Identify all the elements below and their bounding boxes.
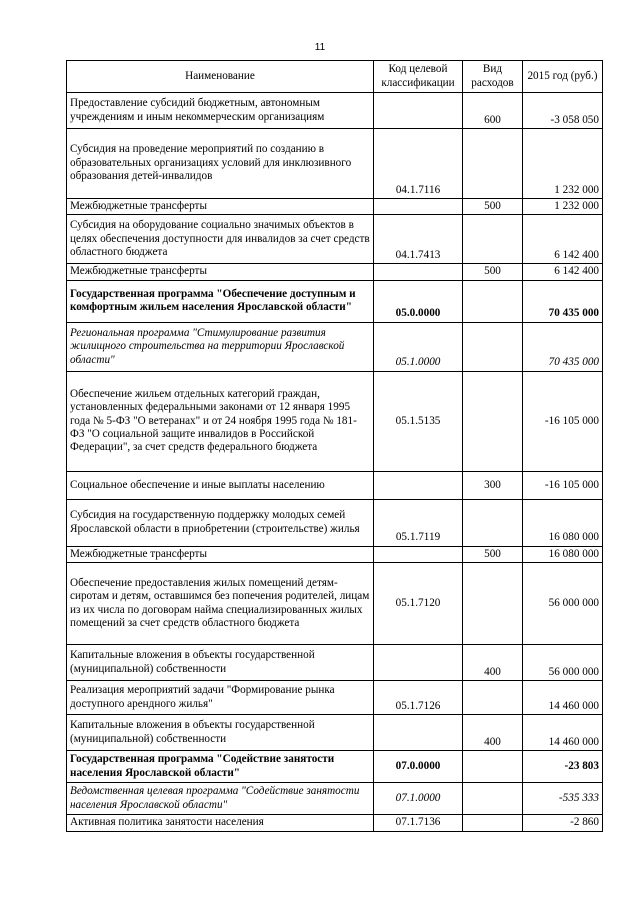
row-type: 500 bbox=[463, 546, 523, 562]
row-type: 400 bbox=[463, 645, 523, 681]
header-amount: 2015 год (руб.) bbox=[523, 61, 603, 93]
table-row bbox=[67, 563, 603, 645]
row-type bbox=[463, 371, 523, 471]
row-code: 07.1.0000 bbox=[374, 783, 463, 815]
row-code: 04.1.7116 bbox=[374, 129, 463, 199]
row-amount: 56 000 000 bbox=[523, 645, 603, 681]
row-name: Субсидия на проведение мероприятий по созданию в образовательных организациях условий для инклюзивного образования детей-инвалидов bbox=[67, 129, 374, 199]
row-code bbox=[374, 645, 463, 681]
row-amount: 16 080 000 bbox=[523, 546, 603, 562]
table-row bbox=[67, 129, 603, 199]
row-code bbox=[374, 199, 463, 215]
page-number: 11 bbox=[314, 42, 326, 53]
row-code: 07.0.0000 bbox=[374, 751, 463, 783]
row-amount: 14 460 000 bbox=[523, 681, 603, 715]
table-row bbox=[67, 371, 603, 471]
row-code bbox=[374, 264, 463, 280]
table-row bbox=[67, 499, 603, 546]
table-row bbox=[67, 645, 603, 681]
table-body bbox=[67, 93, 603, 832]
row-code bbox=[374, 546, 463, 562]
row-name: Субсидия на оборудование социально значимых объектов в целях обеспечения доступности для инвалидов за счет средств областного бюджета bbox=[67, 215, 374, 264]
row-type: 600 bbox=[463, 93, 523, 129]
row-amount: -16 105 000 bbox=[523, 471, 603, 499]
row-code: 05.1.0000 bbox=[374, 322, 463, 371]
row-name: Капитальные вложения в объекты государственной (муниципальной) собственности bbox=[67, 645, 374, 681]
row-amount: 16 080 000 bbox=[523, 499, 603, 546]
row-type bbox=[463, 322, 523, 371]
row-name: Реализация мероприятий задачи "Формирование рынка доступного арендного жилья" bbox=[67, 681, 374, 715]
row-type: 300 bbox=[463, 471, 523, 499]
row-name: Ведомственная целевая программа "Содействие занятости населения Ярославской области" bbox=[67, 783, 374, 815]
row-name: Межбюджетные трансферты bbox=[67, 264, 374, 280]
row-name: Государственная программа "Содействие занятости населения Ярославской области" bbox=[67, 751, 374, 783]
row-code: 05.1.7120 bbox=[374, 563, 463, 645]
row-name: Государственная программа "Обеспечение доступным и комфортным жильем населения Ярославской области" bbox=[67, 280, 374, 322]
row-amount: -2 860 bbox=[523, 815, 603, 831]
table-row bbox=[67, 322, 603, 371]
row-amount: 70 435 000 bbox=[523, 322, 603, 371]
header-name: Наименование bbox=[67, 61, 374, 93]
row-amount: -23 803 bbox=[523, 751, 603, 783]
row-name: Межбюджетные трансферты bbox=[67, 199, 374, 215]
row-type: 500 bbox=[463, 264, 523, 280]
table-row bbox=[67, 280, 603, 322]
table-row bbox=[67, 783, 603, 815]
row-amount: 1 232 000 bbox=[523, 199, 603, 215]
row-amount: 56 000 000 bbox=[523, 563, 603, 645]
row-amount: -535 333 bbox=[523, 783, 603, 815]
row-type bbox=[463, 815, 523, 831]
row-amount: 6 142 400 bbox=[523, 264, 603, 280]
row-code: 05.1.7126 bbox=[374, 681, 463, 715]
row-name: Социальное обеспечение и иные выплаты населению bbox=[67, 471, 374, 499]
row-type bbox=[463, 499, 523, 546]
header-type: Вид расходов bbox=[463, 61, 523, 93]
row-code bbox=[374, 471, 463, 499]
row-code: 07.1.7136 bbox=[374, 815, 463, 831]
table-row bbox=[67, 215, 603, 264]
row-name: Субсидия на государственную поддержку молодых семей Ярославской области в приобретении (строительстве) жилья bbox=[67, 499, 374, 546]
row-name: Активная политика занятости населения bbox=[67, 815, 374, 831]
row-amount: -3 058 050 bbox=[523, 93, 603, 129]
row-name: Межбюджетные трансферты bbox=[67, 546, 374, 562]
row-code: 04.1.7413 bbox=[374, 215, 463, 264]
row-amount: 1 232 000 bbox=[523, 129, 603, 199]
row-type bbox=[463, 563, 523, 645]
table-row bbox=[67, 93, 603, 129]
table-row bbox=[67, 715, 603, 751]
row-amount: 70 435 000 bbox=[523, 280, 603, 322]
row-code: 05.1.5135 bbox=[374, 371, 463, 471]
row-code bbox=[374, 715, 463, 751]
row-amount: -16 105 000 bbox=[523, 371, 603, 471]
row-type bbox=[463, 681, 523, 715]
row-code: 05.0.0000 bbox=[374, 280, 463, 322]
table-row bbox=[67, 751, 603, 783]
row-name: Обеспечение жильем отдельных категорий граждан, установленных федеральными законами от 12 января 1995 года № 5-ФЗ "О ветеранах" и от 24 ноября 1995 года № 181-ФЗ "О социальной защите инвалидов в Российской Федерации", за счет средств федерального бюджета bbox=[67, 371, 374, 471]
row-type: 400 bbox=[463, 715, 523, 751]
row-name: Региональная программа "Стимулирование развития жилищного строительства на территории Ярославской области" bbox=[67, 322, 374, 371]
row-type bbox=[463, 783, 523, 815]
row-amount: 6 142 400 bbox=[523, 215, 603, 264]
header-code: Код целевой классификации bbox=[374, 61, 463, 93]
row-type bbox=[463, 751, 523, 783]
row-type: 500 bbox=[463, 199, 523, 215]
budget-table bbox=[66, 60, 603, 832]
row-type bbox=[463, 129, 523, 199]
row-name: Капитальные вложения в объекты государственной (муниципальной) собственности bbox=[67, 715, 374, 751]
row-name: Предоставление субсидий бюджетным, автономным учреждениям и иным некоммерческим организациям bbox=[67, 93, 374, 129]
row-code bbox=[374, 93, 463, 129]
table-row bbox=[67, 199, 603, 215]
row-name: Обеспечение предоставления жилых помещений детям-сиротам и детям, оставшимся без попечения родителей, лицам из их числа по договорам найма специализированных жилых помещений за счет средств областного бюджета bbox=[67, 563, 374, 645]
table-row bbox=[67, 264, 603, 280]
table-row bbox=[67, 681, 603, 715]
table-row bbox=[67, 815, 603, 831]
table-row bbox=[67, 546, 603, 562]
row-code: 05.1.7119 bbox=[374, 499, 463, 546]
row-amount: 14 460 000 bbox=[523, 715, 603, 751]
row-type bbox=[463, 280, 523, 322]
table-row bbox=[67, 471, 603, 499]
row-type bbox=[463, 215, 523, 264]
header-row bbox=[67, 61, 603, 93]
